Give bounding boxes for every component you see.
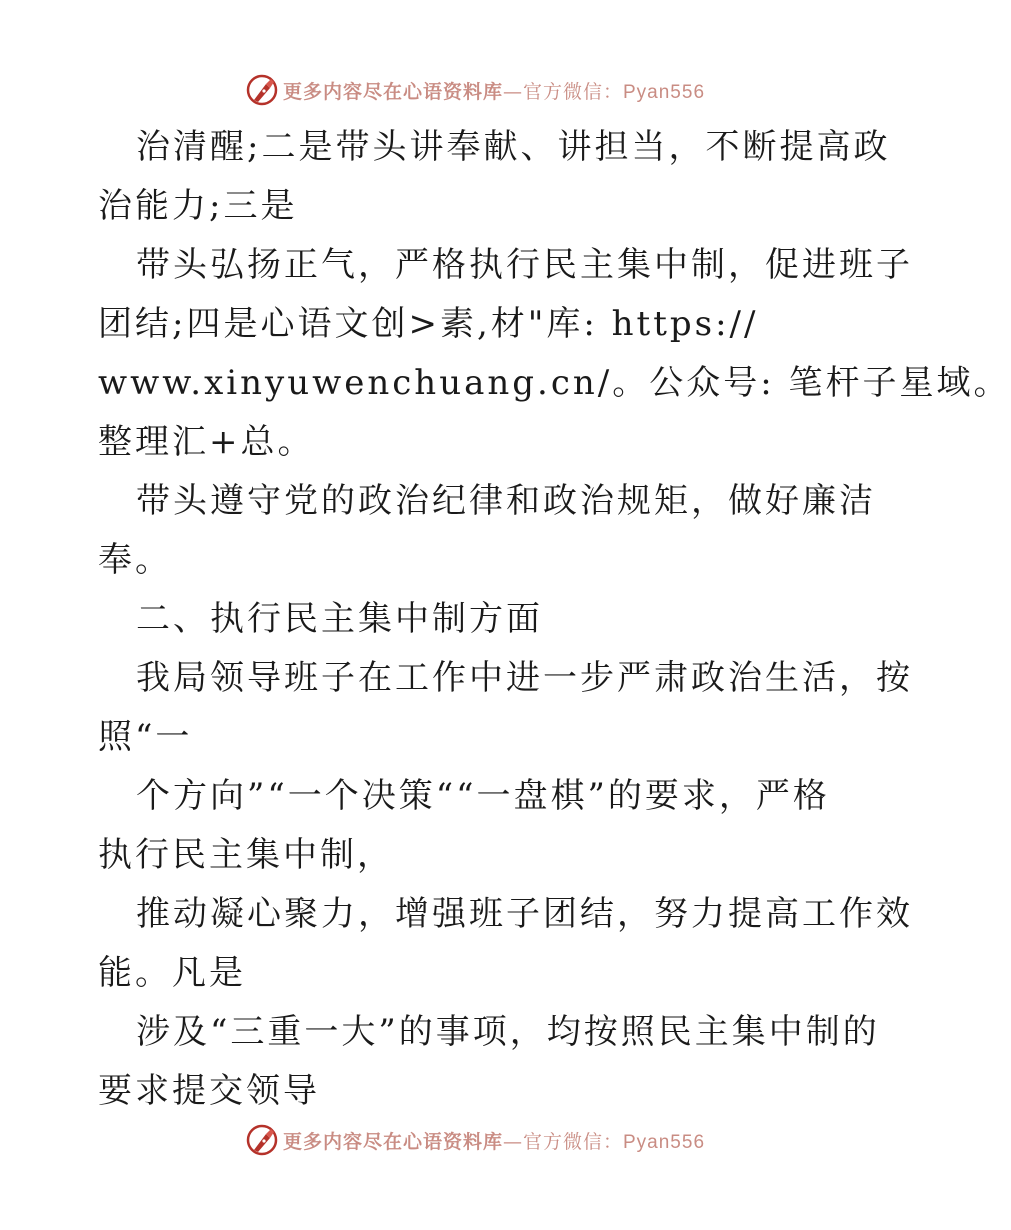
- footer-wechat-id: Pyan556: [623, 1131, 706, 1153]
- header-banner[interactable]: [245, 73, 705, 107]
- header-banner-title: 更多内容尽在心语资料库: [282, 80, 503, 103]
- body-text-line: 整理汇+总。: [98, 422, 315, 462]
- body-text-line: www.xinyuwenchuang.cn/。公众号: 笔杆子星域。: [98, 363, 1011, 403]
- pen-nib-logo-icon: [245, 73, 279, 107]
- page-footer: [0, 1120, 950, 1160]
- header-wechat-id: Pyan556: [623, 81, 706, 103]
- body-text-line: 推动凝心聚力，增强班子团结，努力提高工作效: [136, 894, 913, 934]
- document-body: [98, 118, 1011, 1111]
- header-banner-text: [283, 77, 705, 104]
- body-text-line: 团结;四是心语文创>素,材"库: https://: [98, 304, 759, 344]
- body-text-line: 带头弘扬正气，严格执行民主集中制，促进班子: [136, 245, 913, 285]
- footer-banner-dash: —: [502, 1130, 523, 1153]
- body-text-line: 二、执行民主集中制方面: [136, 599, 543, 639]
- header-banner-dash: —: [502, 80, 523, 103]
- body-text-line: 治能力;三是: [98, 186, 298, 226]
- body-text-line: 治清醒;二是带头讲奉献、讲担当，不断提高政: [136, 127, 891, 167]
- body-text-line: 带头遵守党的政治纪律和政治规矩，做好廉洁: [136, 481, 876, 521]
- footer-banner[interactable]: [245, 1123, 705, 1157]
- footer-wechat-label: 官方微信：: [522, 1130, 623, 1153]
- pen-nib-logo-icon: [245, 1123, 279, 1157]
- body-text-line: 个方向”“一个决策““一盘棋”的要求，严格: [136, 776, 830, 816]
- body-text-line: 要求提交领导: [98, 1071, 320, 1111]
- body-text-line: 涉及“三重一大”的事项，均按照民主集中制的: [136, 1012, 880, 1052]
- body-text-line: 奉。: [98, 540, 172, 580]
- body-text-line: 照“一: [98, 717, 193, 757]
- footer-banner-title: 更多内容尽在心语资料库: [282, 1130, 503, 1153]
- header-wechat-label: 官方微信：: [522, 80, 623, 103]
- body-text-line: 我局领导班子在工作中进一步严肃政治生活，按: [136, 658, 913, 698]
- footer-banner-text: [283, 1127, 705, 1154]
- page-header: [0, 70, 950, 110]
- body-text-line: 执行民主集中制，: [98, 835, 394, 875]
- body-text-line: 能。凡是: [98, 953, 246, 993]
